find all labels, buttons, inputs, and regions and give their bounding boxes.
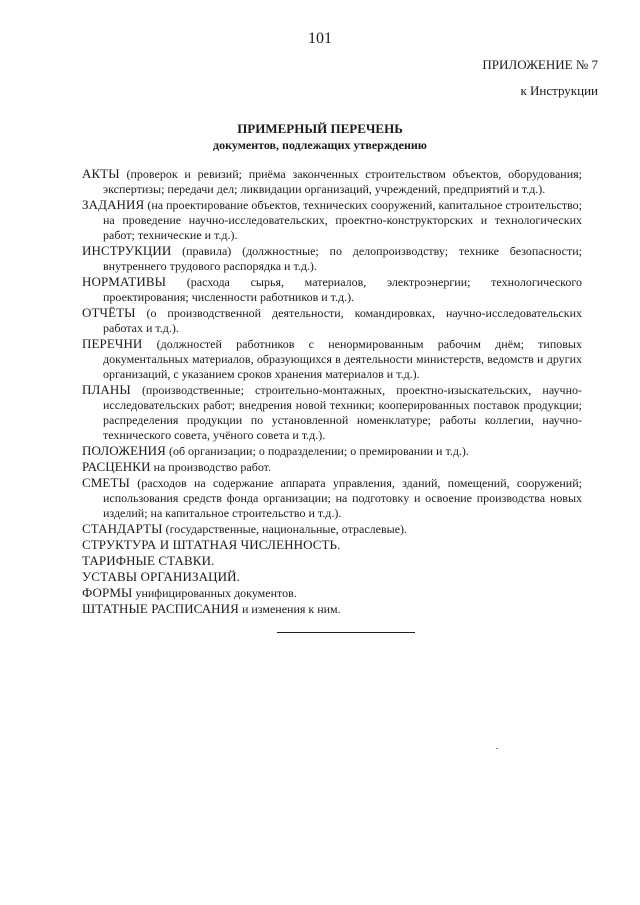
list-item-description: (расходов на содержание аппарата управления, зданий, помещений, сооружений; использования средств фонда организации; на подготовку и освоение производства новых изделий; на капитальное строительство и т.д.). xyxy=(103,476,582,520)
list-item xyxy=(82,459,582,475)
title-main: ПРИМЕРНЫЙ ПЕРЕЧЕНЬ xyxy=(237,121,403,136)
list-item-term: ФОРМЫ xyxy=(82,585,133,600)
list-item-term: ЗАДАНИЯ xyxy=(82,197,145,212)
title-subtitle: документов, подлежащих утверждению xyxy=(213,137,427,152)
list-item-description: (проверок и ревизий; приёма законченных строительством объектов, оборудования; экспертизы; передачи дел; ликвидации организаций, учреждений, предприятий и т.д.). xyxy=(103,167,582,196)
list-item-term: АКТЫ xyxy=(82,166,120,181)
list-item-description: (на проектирование объектов, технических сооружений, капитальное строительство; на проведение научно-исследовательских, проектно-конструкторских и технологических работ; технические и т.д.). xyxy=(103,198,582,242)
list-item-term: СМЕТЫ xyxy=(82,475,130,490)
list-item xyxy=(82,243,582,274)
list-item-description: на производство работ. xyxy=(150,460,272,474)
list-item-description: (расхода сырья, материалов, электроэнергии; технологического проектирования; численности работников и т.д.). xyxy=(103,275,582,304)
appendix-number: ПРИЛОЖЕНИЕ № 7 xyxy=(482,57,598,72)
appendix-instruction-ref: к Инструкции xyxy=(520,82,598,98)
list-item-term: РАСЦЕНКИ xyxy=(82,459,151,474)
list-item xyxy=(82,553,582,569)
list-item-term: СТАНДАРТЫ xyxy=(82,521,163,536)
list-item-description: (государственные, национальные, отраслевые). xyxy=(162,522,408,536)
list-item-term: ОТЧЁТЫ xyxy=(82,305,136,320)
list-item-term: ПЕРЕЧНИ xyxy=(82,336,143,351)
scan-speck xyxy=(496,748,498,749)
list-item-term: ИНСТРУКЦИИ xyxy=(82,243,172,258)
list-item xyxy=(82,443,582,459)
list-item-term: ТАРИФНЫЕ СТАВКИ. xyxy=(82,553,215,568)
list-item-description: унифицированных документов. xyxy=(132,586,297,600)
list-item-description: (о производственной деятельности, командировках, научно-исследовательских работах и т.д.). xyxy=(103,306,582,335)
list-item xyxy=(82,382,582,443)
list-item xyxy=(82,274,582,305)
document-list xyxy=(82,166,582,617)
list-item-description: и изменения к ним. xyxy=(238,602,341,616)
page-number: 101 xyxy=(308,30,332,47)
list-item xyxy=(82,601,582,617)
list-item-term: ШТАТНЫЕ РАСПИСАНИЯ xyxy=(82,601,239,616)
list-item xyxy=(82,521,582,537)
list-item-description: (об организации; о подразделении; о премировании и т.д.). xyxy=(165,444,469,458)
list-item-term: УСТАВЫ ОРГАНИЗАЦИЙ. xyxy=(82,569,240,584)
list-item xyxy=(82,585,582,601)
list-item-description: (правила) (должностные; по делопроизводству; технике безопасности; внутреннего трудового распорядка и т.д.). xyxy=(103,244,582,273)
appendix-reference xyxy=(378,55,598,100)
list-item-term: НОРМАТИВЫ xyxy=(82,274,167,289)
list-item xyxy=(82,569,582,585)
list-item xyxy=(82,197,582,243)
list-item-description: (должностей работников с ненормированным рабочим днём; типовых документальных материалов, образующихся в деятельности министерств, ведомств и других организаций, с указанием сроков хранения материалов и т.д.). xyxy=(103,337,582,381)
list-item-term: ПОЛОЖЕНИЯ xyxy=(82,443,166,458)
list-item xyxy=(82,305,582,336)
list-item xyxy=(82,475,582,521)
list-item xyxy=(82,166,582,197)
document-title xyxy=(0,121,640,153)
list-item xyxy=(82,336,582,382)
end-divider xyxy=(277,632,415,633)
list-item-description: (производственные; строительно-монтажных, проектно-изыскательских, научно-исследовательских работ; внедрения новой техники; кооперированных поставок продукции; распределения продукции по установленной номенклатуре; работы коллегии, научно-технического совета, учёного совета и т.д.). xyxy=(103,383,582,442)
list-item-term: ПЛАНЫ xyxy=(82,382,131,397)
list-item-term: СТРУКТУРА И ШТАТНАЯ ЧИСЛЕННОСТЬ. xyxy=(82,537,341,552)
list-item xyxy=(82,537,582,553)
